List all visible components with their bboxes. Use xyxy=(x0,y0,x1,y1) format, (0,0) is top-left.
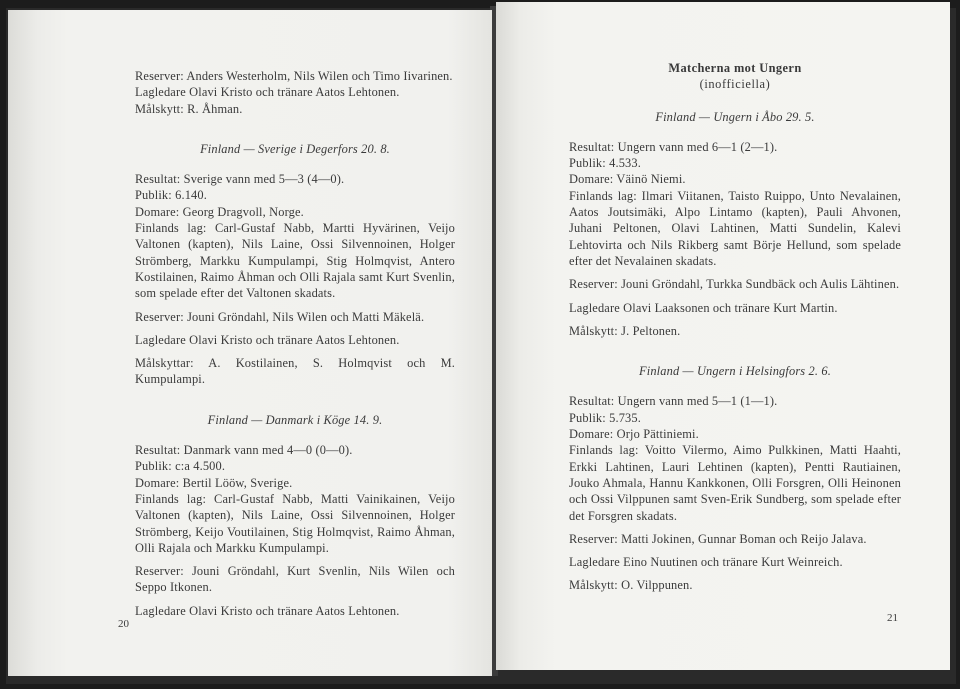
resultat-text: Resultat: Ungern vann med 6—1 (2—1). xyxy=(569,139,778,154)
match-heading: Finland — Danmark i Köge 14. 9. xyxy=(207,412,383,427)
lagledare-text: Lagledare Olavi Kristo och tränare Aatos Lehtonen. xyxy=(135,85,400,100)
reserver-text: Reserver: Matti Jokinen, Gunnar Boman och Reijo Jalava. xyxy=(569,531,867,546)
right-page xyxy=(496,2,950,670)
reserver-text: Reserver: Jouni Gröndahl, Nils Wilen och Matti Mäkelä. xyxy=(135,309,425,324)
lineup-text: Finlands lag: Voitto Vilermo, Aimo Pulkkinen, Matti Haahti, Erkki Lahtinen, Lauri Lehtinen (kapten), Pentti Rautiainen, Jouko Ahmala, Hannu Kankkonen, Olli Forsgren, Olli Heinonen och Ossi Vilppunen samt Sven-Erik Sundberg, som spelade efter det Forsgren skadats. xyxy=(569,443,901,523)
lagledare-text: Lagledare Olavi Kristo och tränare Aatos Lehtonen. xyxy=(135,332,400,347)
page-subtitle: (inofficiella) xyxy=(699,77,771,92)
malskytt-text: Målskytt: R. Åhman. xyxy=(135,101,243,116)
page-number: 21 xyxy=(887,612,898,624)
right-page-text xyxy=(569,60,901,594)
match-heading: Finland — Ungern i Helsingfors 2. 6. xyxy=(639,364,831,379)
publik-text: Publik: c:a 4.500. xyxy=(135,459,226,474)
domare-text: Domare: Väinö Niemi. xyxy=(569,172,686,187)
match-heading: Finland — Sverige i Degerfors 20. 8. xyxy=(200,141,390,156)
lineup-text: Finlands lag: Carl-Gustaf Nabb, Matti Vainikainen, Veijo Valtonen (kapten), Nils Laine, Ossi Silvennoinen, Holger Strömberg, Keijo Voutilainen, Stig Holmqvist, Raimo Åhman, Olli Rajala och Markku Kumpulampi. xyxy=(135,491,455,555)
lineup-text: Finlands lag: Ilmari Viitanen, Taisto Ruippo, Unto Nevalainen, Aatos Joutsimäki, Alpo Lintamo (kapten), Pauli Ahvonen, Juhani Peltonen, Olavi Lahtinen, Matti Sundelin, Kalevi Lehtovirta och Nils Rikberg samt Börje Hellund, som spelade efter det Nevalainen skadats. xyxy=(569,188,901,268)
malskytt-text: Målskytt: O. Vilppunen. xyxy=(569,578,693,593)
reserver-text: Reserver: Anders Westerholm, Nils Wilen och Timo Iivarinen. xyxy=(135,69,453,83)
publik-text: Publik: 6.140. xyxy=(135,188,207,203)
lagledare-text: Lagledare Eino Nuutinen och tränare Kurt Weinreich. xyxy=(569,555,843,570)
domare-text: Domare: Georg Dragvoll, Norge. xyxy=(135,204,304,219)
domare-text: Domare: Bertil Lööw, Sverige. xyxy=(135,475,293,490)
page-title: Matcherna mot Ungern xyxy=(668,61,802,75)
reserver-text: Reserver: Jouni Gröndahl, Turkka Sundbäck och Aulis Lähtinen. xyxy=(569,277,900,292)
left-page-text xyxy=(135,68,455,619)
lagledare-text: Lagledare Olavi Laaksonen och tränare Kurt Martin. xyxy=(569,300,838,315)
publik-text: Publik: 5.735. xyxy=(569,410,641,425)
lineup-text: Finlands lag: Carl-Gustaf Nabb, Martti Hyvärinen, Veijo Valtonen (kapten), Nils Laine, Ossi Silvennoinen, Holger Strömberg, Markku Kumpulampi, Stig Holmqvist, Antero Kostilainen, Raimo Åhman och Olli Rajala samt Kurt Svenlin, som spelade efter det Valtonen skadats. xyxy=(135,221,455,301)
lagledare-text: Lagledare Olavi Kristo och tränare Aatos Lehtonen. xyxy=(135,603,400,618)
left-page xyxy=(8,10,492,676)
reserver-text: Reserver: Jouni Gröndahl, Kurt Svenlin, Nils Wilen och Seppo Itkonen. xyxy=(135,564,455,595)
resultat-text: Resultat: Danmark vann med 4—0 (0—0). xyxy=(135,443,353,458)
publik-text: Publik: 4.533. xyxy=(569,156,641,171)
domare-text: Domare: Orjo Pättiniemi. xyxy=(569,427,699,442)
malskyttar-text: Målskyttar: A. Kostilainen, S. Holmqvist och M. Kumpulampi. xyxy=(135,356,455,387)
resultat-text: Resultat: Sverige vann med 5—3 (4—0). xyxy=(135,172,345,187)
malskytt-text: Målskytt: J. Peltonen. xyxy=(569,323,681,338)
match-heading: Finland — Ungern i Åbo 29. 5. xyxy=(655,109,815,124)
resultat-text: Resultat: Ungern vann med 5—1 (1—1). xyxy=(569,394,778,409)
page-number: 20 xyxy=(118,618,129,630)
